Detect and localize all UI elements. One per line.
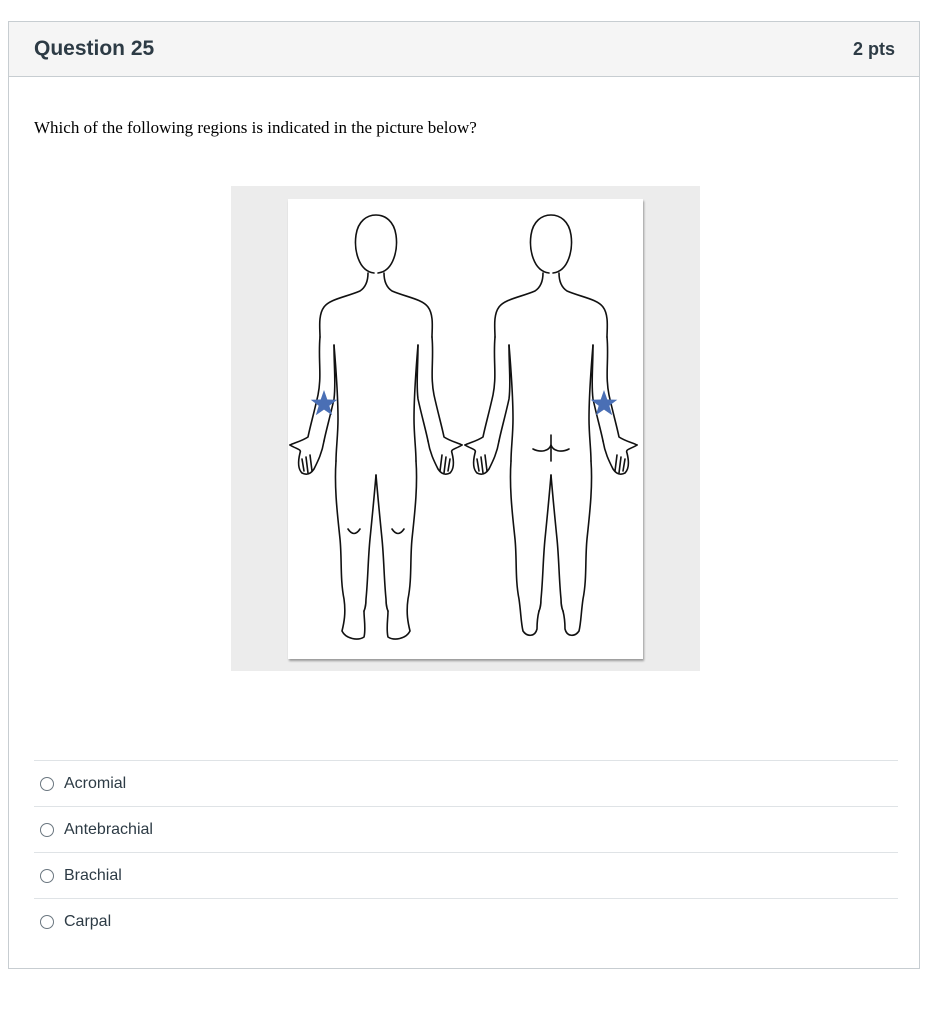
anatomy-figure (231, 186, 700, 671)
radio-button[interactable] (40, 869, 54, 883)
answer-list (34, 760, 898, 944)
radio-button[interactable] (40, 823, 54, 837)
answer-option-carpal[interactable] (34, 898, 898, 944)
radio-button[interactable] (40, 777, 54, 791)
answer-option-acromial[interactable] (34, 760, 898, 806)
body-outline-diagram (288, 199, 643, 659)
answer-option-antebrachial[interactable] (34, 806, 898, 852)
answer-option-brachial[interactable] (34, 852, 898, 898)
answer-label: Brachial (64, 866, 122, 884)
question-points: 2 pts (852, 38, 895, 59)
radio-button[interactable] (40, 915, 54, 929)
answer-label: Carpal (64, 912, 112, 930)
question-title: Question 25 (34, 37, 155, 60)
answer-label: Acromial (64, 774, 127, 792)
posterior-body-figure (465, 215, 637, 635)
anatomy-figure-paper (288, 199, 643, 659)
anterior-body-figure (290, 215, 462, 639)
answer-label: Antebrachial (64, 820, 153, 838)
question-card (8, 21, 920, 969)
question-text: Which of the following regions is indicated in the picture below? (34, 118, 477, 137)
question-header (9, 22, 919, 77)
